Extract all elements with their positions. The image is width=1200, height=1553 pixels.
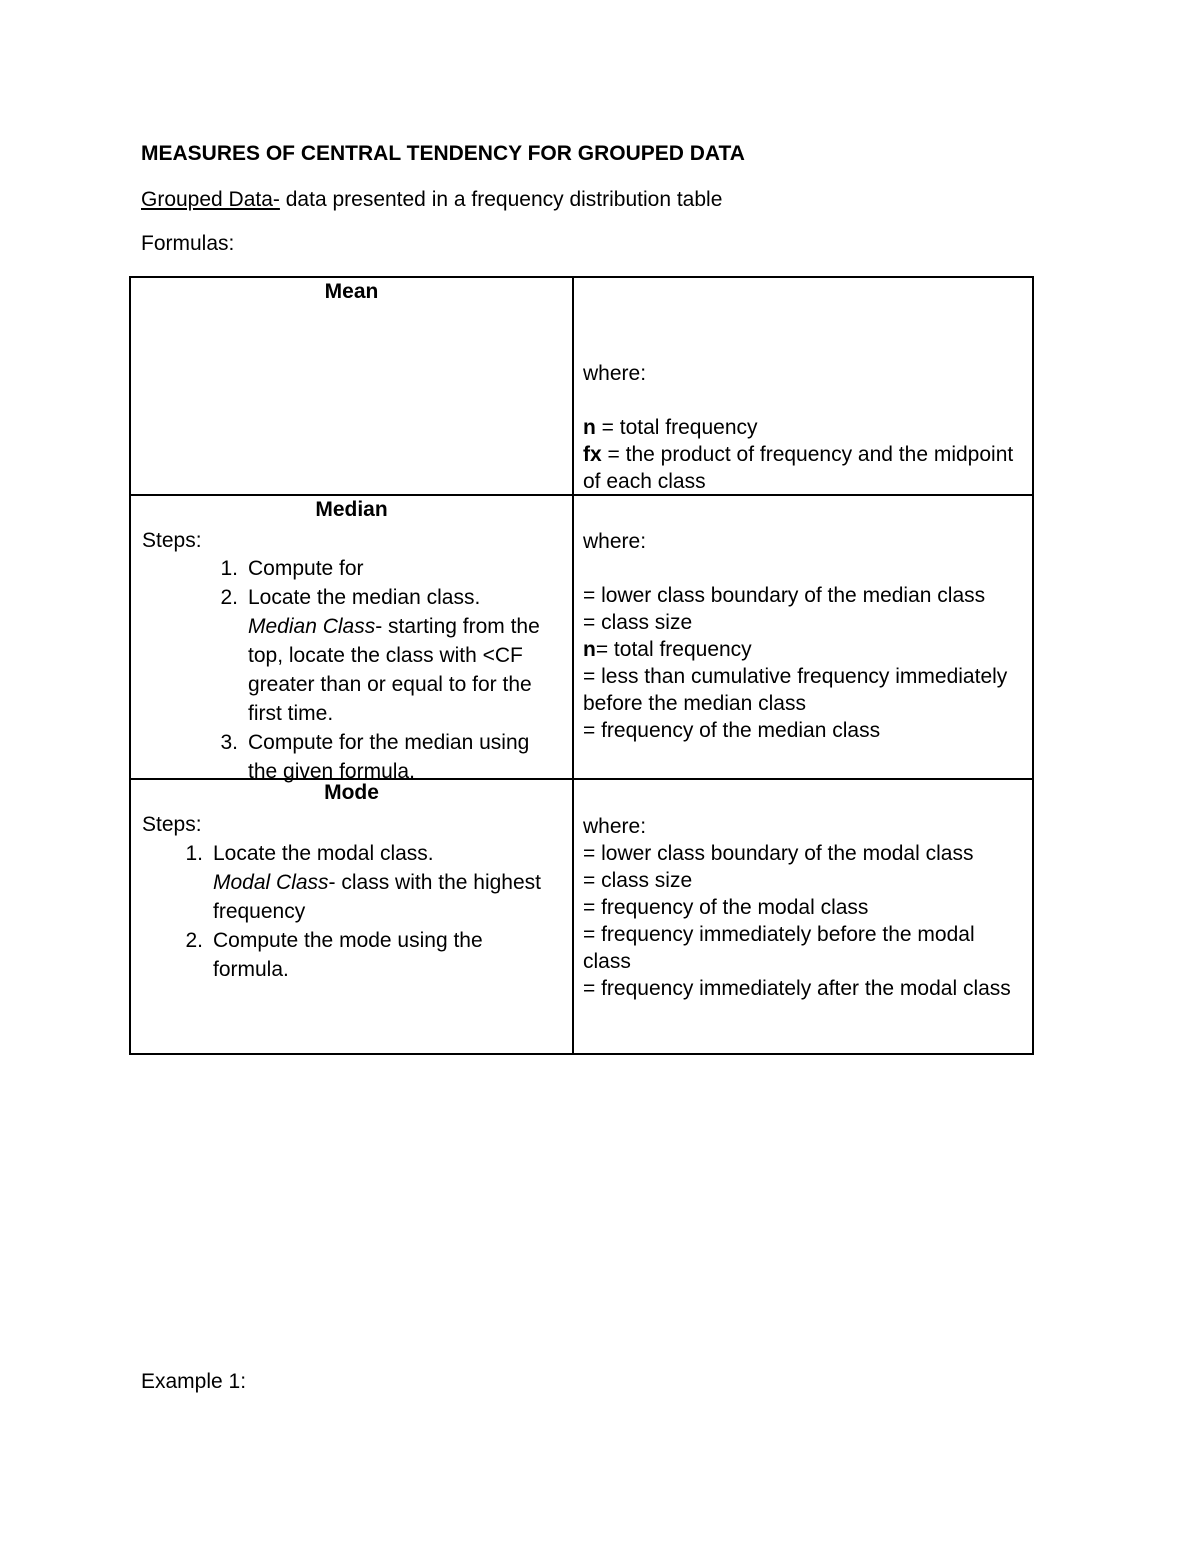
median-class-definition <box>248 612 558 728</box>
median-step-3-number: 3. <box>220 731 238 754</box>
median-where: where: <box>583 530 647 553</box>
median-step-1 <box>220 554 558 583</box>
median-n-text: = total frequency <box>595 638 752 661</box>
median-step-3-text: Compute for the median using the given formula. <box>248 731 530 783</box>
modal-class-term: Modal Class <box>213 871 329 894</box>
definition-text: data presented in a frequency distribution table <box>279 188 723 211</box>
median-step-1-number: 1. <box>220 557 238 580</box>
median-heading: Median <box>315 498 388 521</box>
mode-def-class-size: = class size <box>583 869 693 892</box>
median-steps-label: Steps: <box>142 529 202 552</box>
mode-step-1-text: Locate the modal class. <box>213 842 434 865</box>
mean-n-text: = total frequency <box>595 416 758 439</box>
example-label: Example 1: <box>141 1370 247 1393</box>
median-def-class-size: = class size <box>583 611 693 634</box>
modal-class-definition <box>213 868 543 926</box>
median-steps-list <box>220 554 558 786</box>
mode-definitions <box>583 813 1028 1002</box>
mean-n-definition <box>583 414 1028 441</box>
median-def-lower-boundary: = lower class boundary of the median class <box>583 584 986 607</box>
median-step-2 <box>220 583 558 612</box>
median-n-label: n <box>583 638 596 661</box>
mode-heading: Mode <box>324 781 379 804</box>
median-def-frequency: = frequency of the median class <box>583 719 881 742</box>
mean-heading: Mean <box>324 280 379 303</box>
median-step-2-text: Locate the median class. <box>248 586 481 609</box>
mode-step-1 <box>185 839 543 868</box>
mode-steps-label: Steps: <box>142 813 202 836</box>
definition-term: Grouped Data- <box>141 188 280 211</box>
mean-fx-definition <box>583 441 1028 495</box>
mean-fx-text: = the product of frequency and the midpoint of each class <box>583 443 1014 493</box>
page-title: MEASURES OF CENTRAL TENDENCY FOR GROUPED DATA <box>141 142 745 165</box>
median-class-text: - starting from the top, locate the class with <CF greater than or equal to for the first time. <box>248 615 540 725</box>
median-step-1-text: Compute for <box>248 557 364 580</box>
mode-step-1-number: 1. <box>185 842 203 865</box>
median-class-term: Median Class <box>248 615 376 638</box>
mode-where: where: <box>583 815 647 838</box>
mode-steps-list <box>185 839 543 984</box>
mode-step-2-text: Compute the mode using the formula. <box>213 929 483 981</box>
mode-def-frequency: = frequency of the modal class <box>583 896 869 919</box>
mean-n-label: n <box>583 416 596 439</box>
median-n-definition <box>583 636 1028 663</box>
mean-definitions <box>583 360 1028 495</box>
median-step-3 <box>220 728 558 786</box>
mean-where: where: <box>583 362 647 385</box>
mode-def-after: = frequency immediately after the modal class <box>583 977 1011 1000</box>
mode-def-before: = frequency immediately before the modal class <box>583 923 975 973</box>
table-divider-vertical <box>572 278 574 1053</box>
median-definitions <box>583 528 1028 744</box>
modal-class-text: - class with the highest frequency <box>213 871 541 923</box>
formulas-label: Formulas: <box>141 232 235 255</box>
mean-fx-label: fx <box>583 443 602 466</box>
mode-def-lower-boundary: = lower class boundary of the modal class <box>583 842 974 865</box>
mode-step-2-number: 2. <box>185 929 203 952</box>
mode-step-2 <box>185 926 543 984</box>
grouped-data-definition <box>141 188 722 212</box>
formula-table <box>129 276 1034 1055</box>
median-step-2-number: 2. <box>220 586 238 609</box>
median-def-cumulative: = less than cumulative frequency immediately before the median class <box>583 665 1008 715</box>
